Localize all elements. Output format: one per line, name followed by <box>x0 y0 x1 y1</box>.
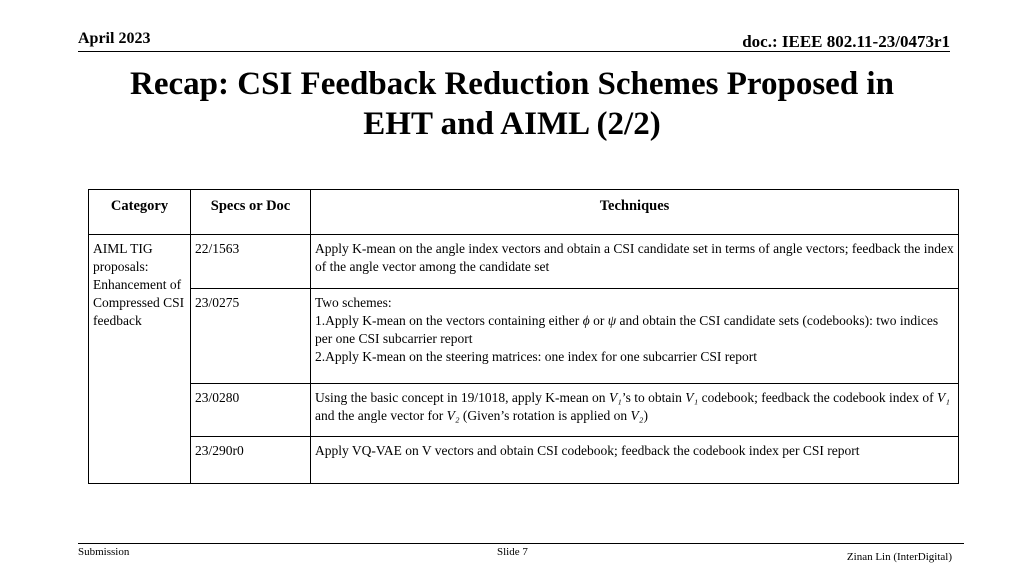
table-row <box>89 235 959 289</box>
title-line-1: Recap: CSI Feedback Reduction Schemes Proposed in <box>130 66 894 102</box>
technique-scheme-2: 2.Apply K-mean on the steering matrices: one index for one subcarrier CSI report <box>315 349 757 364</box>
technique-cell <box>311 384 959 437</box>
technique-cell: Apply K-mean on the angle index vectors and obtain a CSI candidate set in terms of angle vectors; feedback the index of the angle vector among the candidate set <box>311 235 959 289</box>
doc-cell: 23/290r0 <box>191 437 311 484</box>
footer-author: Zinan Lin (InterDigital) <box>846 551 952 563</box>
slide-title <box>60 64 964 144</box>
doc-cell: 22/1563 <box>191 235 311 289</box>
techniques-table <box>88 189 959 484</box>
v1-symbol: V₁ <box>685 390 699 405</box>
phi-symbol: ϕ <box>582 313 590 328</box>
technique-cell: Apply VQ-VAE on V vectors and obtain CSI codebook; feedback the codebook index per CSI report <box>311 437 959 484</box>
header-date: April 2023 <box>78 30 151 47</box>
scheme-1-text-a: 1.Apply K-mean on the vectors containing either <box>315 313 583 328</box>
or-text: or <box>589 313 608 328</box>
header-specs: Specs or Doc <box>191 190 311 235</box>
title-line-2: EHT and AIML (2/2) <box>363 106 661 142</box>
category-cell: AIML TIG proposals: Enhancement of Compressed CSI feedback <box>89 235 191 484</box>
table-row <box>89 437 959 484</box>
v2-symbol: V₂ <box>446 408 460 423</box>
text-f: ) <box>643 408 648 423</box>
text-e: (Given’s rotation is applied on <box>459 408 631 423</box>
scheme-1-text-b: and obtain the CSI candidate sets (codebooks): two indices per one CSI subcarrier report <box>315 313 939 346</box>
technique-scheme-1 <box>315 312 954 348</box>
text-a: Using the basic concept in 19/1018, apply K-mean on <box>315 390 609 405</box>
footer-divider <box>78 543 964 544</box>
v1-symbol: V₁ <box>608 390 622 405</box>
footer-submission: Submission <box>78 546 130 558</box>
table-header-row <box>89 190 959 235</box>
doc-cell: 23/0275 <box>191 289 311 384</box>
psi-symbol: ψ <box>607 313 617 328</box>
text-b: ’s to obtain <box>621 390 686 405</box>
technique-intro: Two schemes: <box>315 295 392 310</box>
header-doc-id: doc.: IEEE 802.11-23/0473r1 <box>742 32 950 51</box>
header-divider <box>78 51 950 52</box>
table-row <box>89 289 959 384</box>
v1-symbol: V₁ <box>937 390 950 405</box>
footer-slide-number: Slide 7 <box>497 546 528 558</box>
text-d: and the angle vector for <box>315 408 447 423</box>
table-row <box>89 384 959 437</box>
doc-cell: 23/0280 <box>191 384 311 437</box>
text-c: codebook; feedback the codebook index of <box>698 390 938 405</box>
header-category: Category <box>89 190 191 235</box>
technique-cell <box>311 289 959 384</box>
v2-symbol: V₂ <box>630 408 644 423</box>
header-techniques: Techniques <box>311 190 959 235</box>
